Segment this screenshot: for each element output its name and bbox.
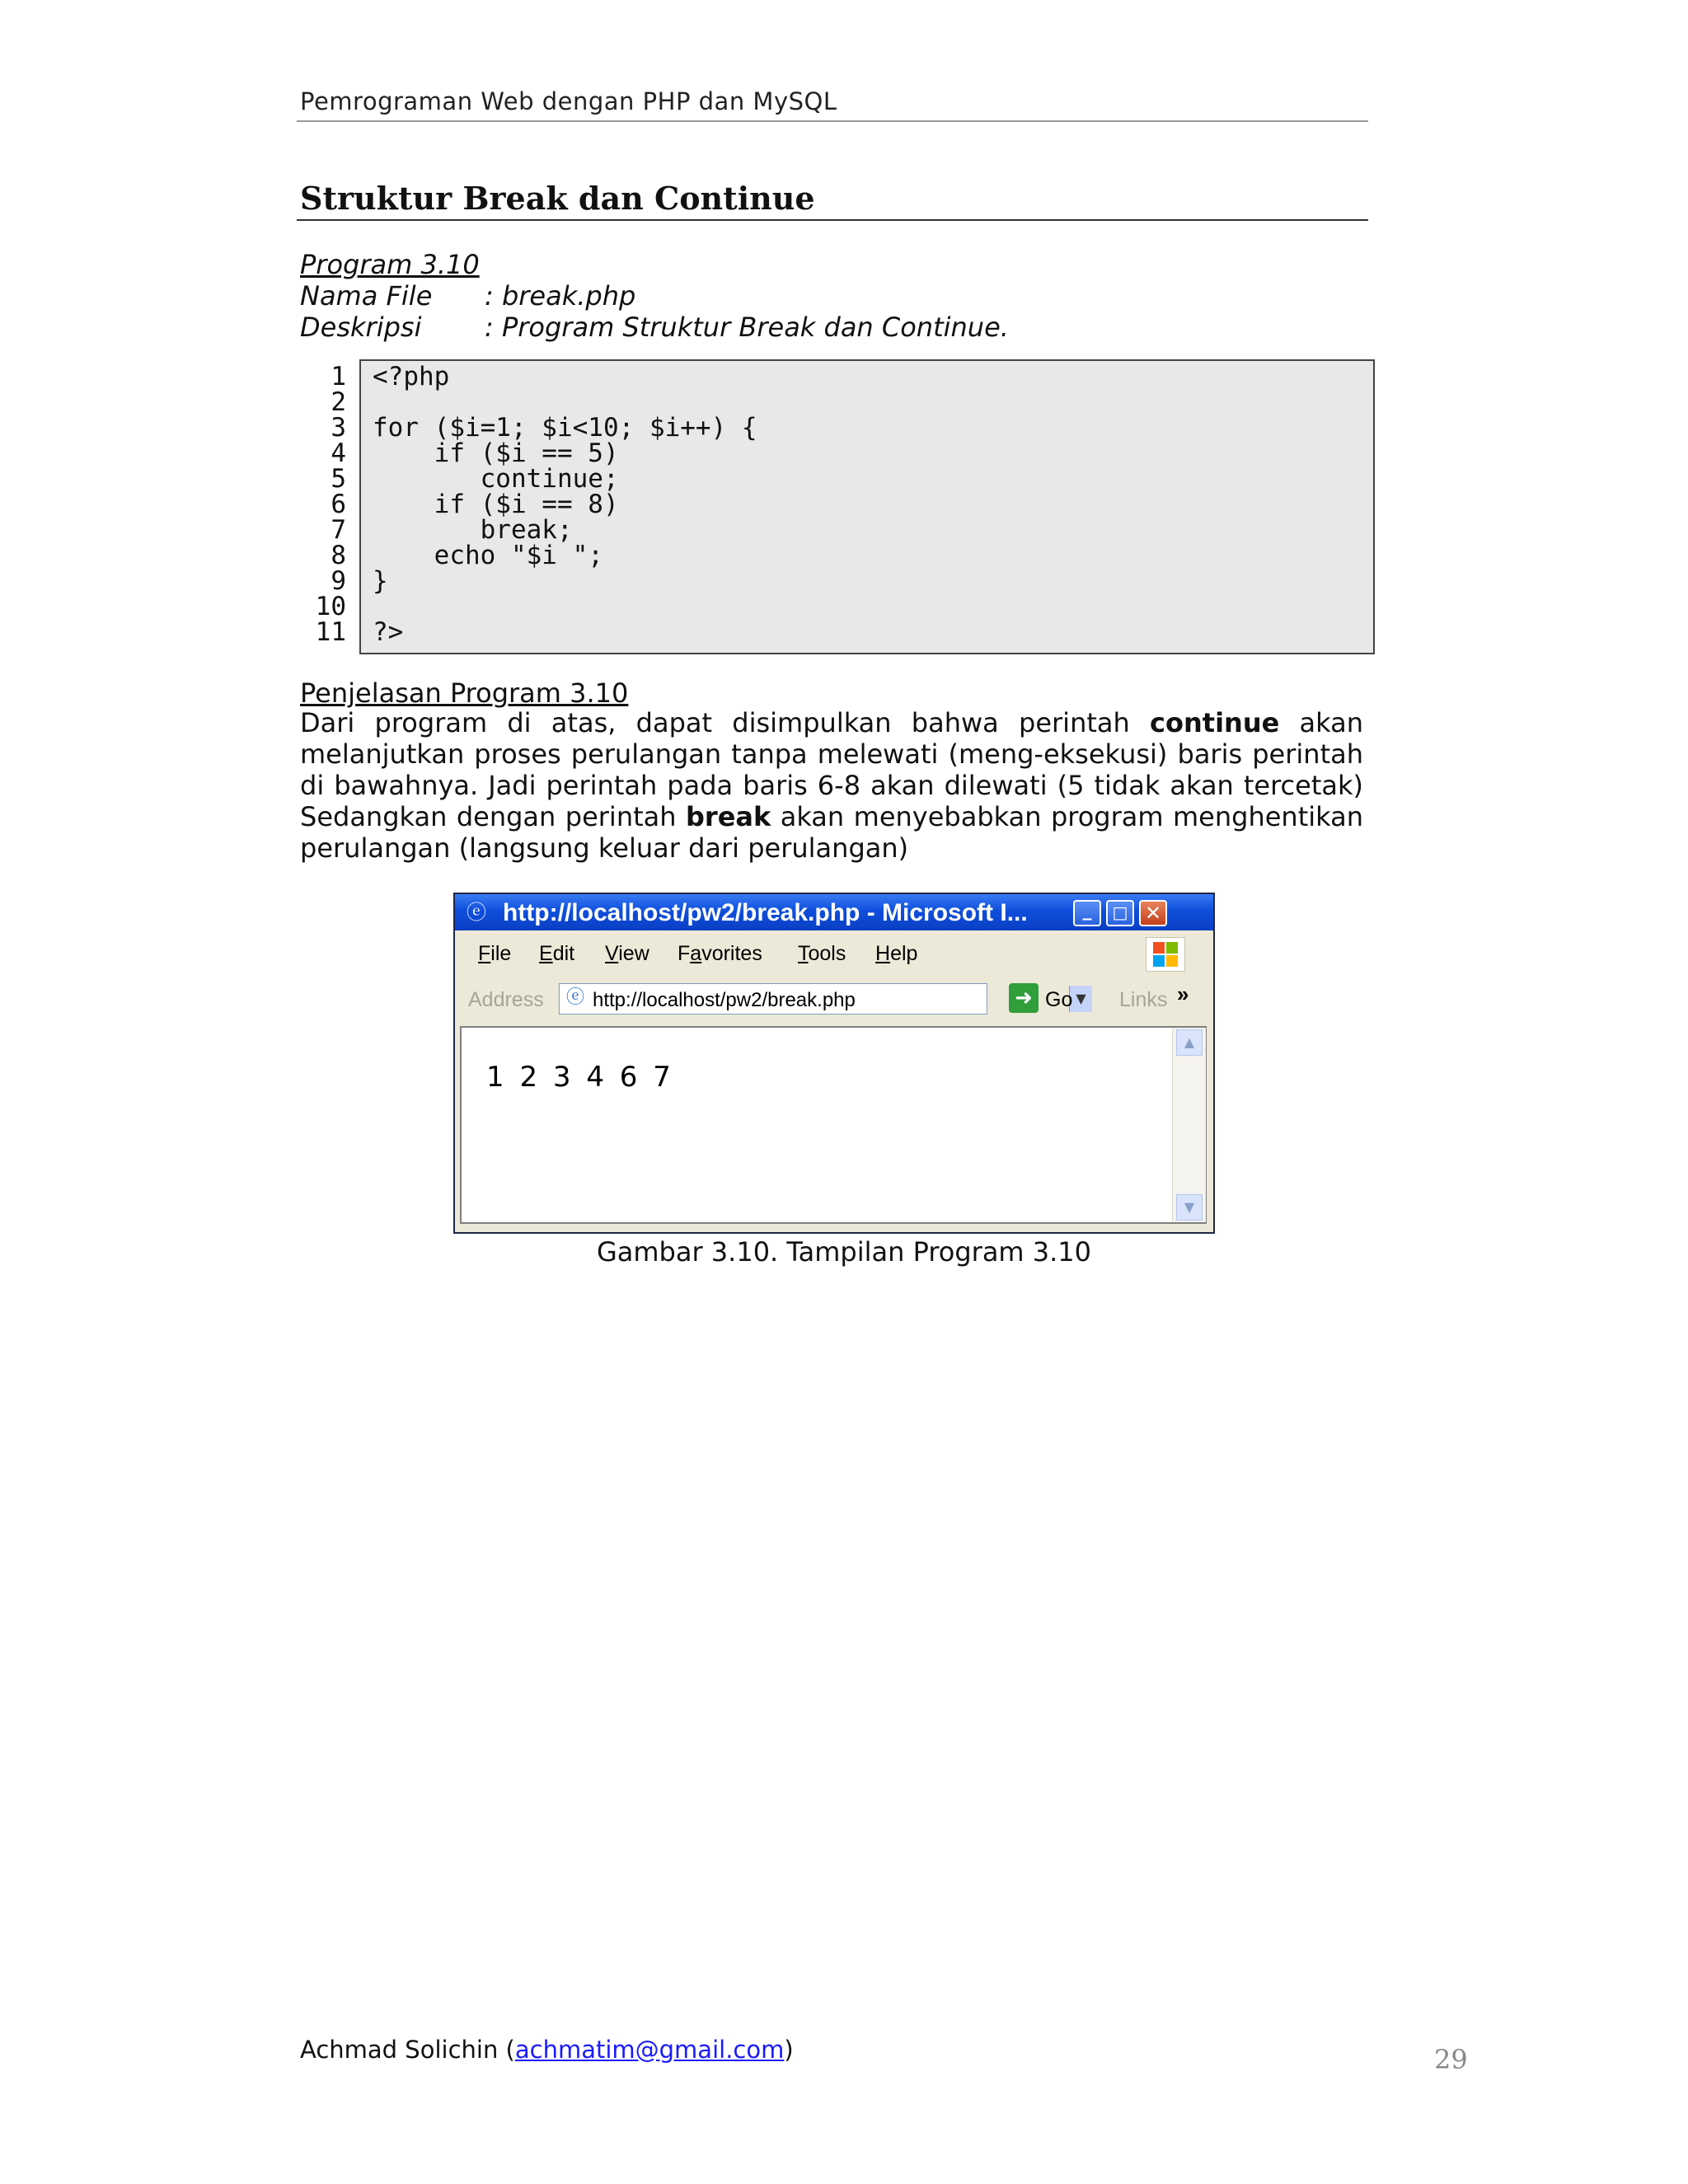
menu-mnemonic: a xyxy=(690,942,702,965)
line-number: 6 xyxy=(331,490,346,519)
explanation-paragraph xyxy=(300,707,1363,864)
vertical-scrollbar[interactable] xyxy=(1172,1028,1206,1222)
go-arrow-icon[interactable]: ➜ xyxy=(1009,983,1039,1013)
minimize-button[interactable]: _ xyxy=(1073,900,1101,926)
ie-icon: ⓔ xyxy=(467,901,486,924)
flag-green xyxy=(1166,942,1178,954)
menu-mnemonic: H xyxy=(875,942,891,965)
line-number: 11 xyxy=(315,617,346,647)
line-number: 10 xyxy=(315,592,346,621)
windows-logo-icon xyxy=(1146,937,1185,972)
code-line: continue; xyxy=(373,464,619,494)
line-number: 5 xyxy=(331,464,346,494)
menu-label: elp xyxy=(890,942,918,965)
code-line xyxy=(373,390,757,415)
close-button[interactable]: ✕ xyxy=(1139,900,1167,926)
chevron-right-icon[interactable]: » xyxy=(1177,982,1189,1006)
flag-yellow xyxy=(1166,955,1178,967)
maximize-button[interactable]: □ xyxy=(1106,900,1134,926)
line-number: 1 xyxy=(331,362,346,391)
browser-title: http://localhost/pw2/break.php - Microsoft I... xyxy=(503,899,1028,926)
line-number: 7 xyxy=(331,515,346,545)
menu-mnemonic: V xyxy=(605,942,619,965)
description-key: Deskripsi xyxy=(300,312,422,343)
running-header: Pemrograman Web dengan PHP dan MySQL xyxy=(300,87,837,115)
menu-label: ools xyxy=(808,942,846,965)
code-line: echo "$i "; xyxy=(373,541,603,570)
browser-window xyxy=(453,893,1215,1234)
menu-edit[interactable] xyxy=(539,942,574,966)
chevron-down-icon[interactable]: ▼ xyxy=(1069,986,1092,1012)
author-name: Achmad Solichin ( xyxy=(300,2036,515,2064)
code-line: <?php xyxy=(373,362,450,391)
program-output: 1 2 3 4 6 7 xyxy=(486,1061,674,1094)
description-value: : Program Struktur Break dan Continue. xyxy=(485,312,1009,343)
code-line: if ($i == 5) xyxy=(373,438,619,468)
menu-help[interactable] xyxy=(875,942,917,966)
author-email-link[interactable]: achmatim@gmail.com xyxy=(514,2036,785,2064)
browser-titlebar[interactable] xyxy=(455,894,1213,930)
menu-mnemonic: F xyxy=(478,942,491,965)
scroll-down-icon[interactable]: ▼ xyxy=(1176,1194,1203,1221)
line-number: 9 xyxy=(331,566,346,596)
footer-author xyxy=(300,2036,794,2064)
line-number: 8 xyxy=(331,541,346,570)
address-bar xyxy=(455,977,1213,1023)
code-line: ?> xyxy=(373,617,404,647)
keyword-continue: continue xyxy=(1150,707,1280,738)
explanation-title: Penjelasan Program 3.10 xyxy=(300,677,629,709)
code-listing xyxy=(373,364,757,645)
browser-content xyxy=(460,1026,1207,1224)
flag-red xyxy=(1153,942,1165,954)
explanation-text: Dari program di atas, dapat disimpulkan bahwa perintah xyxy=(300,707,1151,738)
menu-label: F xyxy=(678,942,691,965)
keyword-break: break xyxy=(686,801,771,832)
menu-bar xyxy=(455,930,1213,977)
menu-favorites[interactable] xyxy=(678,942,762,966)
file-name-key: Nama File xyxy=(300,280,433,312)
code-line xyxy=(373,594,757,620)
menu-tools[interactable] xyxy=(798,942,846,966)
section-title: Struktur Break dan Continue xyxy=(300,180,815,217)
code-line: break; xyxy=(373,515,573,545)
links-label[interactable]: Links xyxy=(1119,988,1168,1011)
section-rule xyxy=(297,219,1368,221)
address-label: Address xyxy=(468,988,544,1011)
figure-caption: Gambar 3.10. Tampilan Program 3.10 xyxy=(596,1236,1092,1268)
go-button[interactable]: Go xyxy=(1045,988,1073,1011)
code-line: } xyxy=(373,566,388,596)
explanation-text: akan melanjutkan proses perulangan tanpa melewati (meng-eksekusi) baris perintah di bawahnya. Jadi perintah pada baris 6-8 akan dilewati (5 tidak akan tercetak) Sedangkan dengan perintah xyxy=(300,707,1364,832)
menu-label: iew xyxy=(618,942,649,965)
menu-mnemonic: T xyxy=(798,942,809,965)
line-number: 4 xyxy=(331,438,346,468)
code-line: if ($i == 8) xyxy=(373,490,619,519)
scroll-up-icon[interactable]: ▲ xyxy=(1176,1029,1203,1056)
program-label: Program 3.10 xyxy=(300,249,480,280)
ie-page-icon: ⓔ xyxy=(565,987,584,1008)
header-rule xyxy=(297,120,1368,122)
menu-file[interactable] xyxy=(478,942,511,966)
line-number: 2 xyxy=(331,387,346,417)
menu-view[interactable] xyxy=(605,942,649,966)
explanation-text: akan menyebabkan program menghentikan perulangan (langsung keluar dari perulangan) xyxy=(300,801,1364,864)
code-line: for ($i=1; $i<10; $i++) { xyxy=(373,413,757,443)
code-line-numbers xyxy=(305,364,346,645)
menu-mnemonic: E xyxy=(539,942,553,965)
line-number: 3 xyxy=(331,413,346,443)
page-number: 29 xyxy=(1434,2044,1468,2075)
address-url: http://localhost/pw2/break.php xyxy=(593,989,856,1011)
menu-label: vorites xyxy=(701,942,762,965)
file-name-value: : break.php xyxy=(485,280,636,312)
author-paren: ) xyxy=(784,2036,794,2064)
flag-blue xyxy=(1153,955,1165,967)
menu-label: ile xyxy=(490,942,512,965)
menu-label: dit xyxy=(552,942,575,965)
